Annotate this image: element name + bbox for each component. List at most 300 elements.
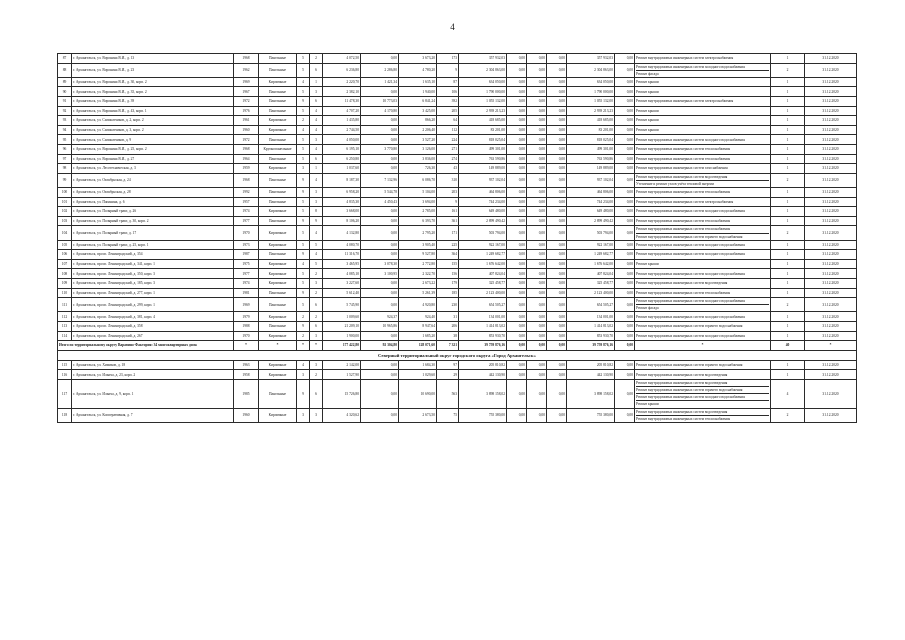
area-total-cell: 8 106,20	[323, 216, 361, 226]
floors-cell: 5	[297, 226, 310, 240]
source-1-cell: 0,00	[507, 269, 527, 279]
address-cell: г. Архангельск, ул. Воронина В.И., д. 13	[72, 54, 234, 64]
total-works: *	[635, 341, 771, 351]
residents-cell: 563	[437, 380, 459, 409]
works-cell	[635, 164, 771, 174]
year-cell: 1963	[234, 360, 259, 370]
area-premises-cell: 0,00	[361, 135, 399, 145]
cost-cell: 654 505,27	[459, 298, 507, 312]
work-item: Ремонт внутридомовых инженерных систем водоотведения	[636, 372, 728, 377]
deadline-cell: 31.12.2020	[805, 116, 857, 126]
table-row	[58, 54, 857, 64]
source-5-cell: 0,00	[615, 164, 635, 174]
area-residential-cell: 2 206,40	[399, 125, 437, 135]
work-item: Ремонт крыши	[636, 128, 659, 133]
source-5-cell: 0,00	[615, 279, 635, 289]
cost-cell: 1 055 132,00	[459, 97, 507, 107]
source-2-cell: 0,00	[527, 188, 547, 198]
source-3-cell: 0,00	[547, 116, 567, 126]
table-row	[58, 259, 857, 269]
year-cell: 1960	[234, 408, 259, 422]
fund-cell: 442 130,90	[567, 370, 615, 380]
address-cell: г. Архангельск, ул. Воронина В.И., д. 39	[72, 97, 234, 107]
entrances-cell: 3	[310, 87, 323, 97]
works-count-cell: 1	[771, 54, 805, 64]
area-total-cell: 1 435,80	[323, 116, 361, 126]
fund-cell: 1 676 642,00	[567, 259, 615, 269]
floors-cell: 3	[297, 408, 310, 422]
wall-material-cell: Кирпичные	[259, 370, 297, 380]
deadline-cell: 31.12.2020	[805, 216, 857, 226]
floors-cell: 3	[297, 370, 310, 380]
row-number: 88	[58, 63, 72, 77]
works-count-cell: 1	[771, 322, 805, 332]
source-3-cell: 0,00	[547, 135, 567, 145]
area-premises-cell: 7 132,96	[361, 173, 399, 187]
source-1-cell: 0,00	[507, 331, 527, 341]
entrances-cell: 2	[310, 370, 323, 380]
works-count-cell: 2	[771, 173, 805, 187]
area-total-cell: 6 236,80	[323, 63, 361, 77]
area-residential-cell: 4 780,20	[399, 63, 437, 77]
source-1-cell: 0,00	[507, 197, 527, 207]
cost-cell: 1 790 000,00	[459, 87, 507, 97]
residents-cell: 179	[437, 279, 459, 289]
work-item: Ремонт внутридомовых инженерных систем электроснабжения	[636, 199, 734, 204]
entrances-cell: 2	[310, 54, 323, 64]
source-5-cell: 0,00	[615, 63, 635, 77]
fund-cell: 649 480,00	[567, 207, 615, 217]
wall-material-cell: Кирпичные	[259, 259, 297, 269]
works-cell	[635, 77, 771, 87]
work-item: Ремонт внутридомовых инженерных систем водоотведения	[636, 409, 769, 416]
source-1-cell: 0,00	[507, 173, 527, 187]
area-residential-cell: 866,20	[399, 116, 437, 126]
table-row	[58, 135, 857, 145]
cost-cell: 83 201,00	[459, 125, 507, 135]
source-3-cell: 0,00	[547, 370, 567, 380]
source-3-cell: 0,00	[547, 288, 567, 298]
address-cell: г. Архангельск, ул. Силикатчиков, д. 2, корп. 2	[72, 116, 234, 126]
floors-cell: 2	[297, 116, 310, 126]
address-cell: г. Архангельск, ул. Химиков, д. 18	[72, 360, 234, 370]
wall-material-cell: Панельные	[259, 322, 297, 332]
table-row	[58, 370, 857, 380]
table-row	[58, 207, 857, 217]
fund-cell: 2 123 400,00	[567, 288, 615, 298]
address-cell: г. Архангельск, ул. Папанина, д. 6	[72, 197, 234, 207]
total-entrances: *	[310, 341, 323, 351]
entrances-cell: 6	[310, 97, 323, 107]
floors-cell: 5	[297, 269, 310, 279]
cost-cell: 499 301,00	[459, 145, 507, 155]
source-3-cell: 0,00	[547, 298, 567, 312]
area-total-cell: 4 132,80	[323, 226, 361, 240]
works-cell	[635, 63, 771, 77]
work-item: Ремонт внутридомовых инженерных систем электроснабжения	[636, 99, 734, 104]
floors-cell: 9	[297, 288, 310, 298]
works-count-cell: 4	[771, 380, 805, 409]
floors-cell: 5	[297, 135, 310, 145]
fund-cell: 83 201,00	[567, 125, 615, 135]
table-row	[58, 250, 857, 260]
source-2-cell: 0,00	[527, 226, 547, 240]
address-cell: г. Архангельск, ул. Полярный тракт, д. 25, корп. 1	[72, 240, 234, 250]
table-row	[58, 87, 857, 97]
year-cell: 1981	[234, 288, 259, 298]
work-item: Ремонт крыши	[636, 89, 659, 94]
works-count-cell: 1	[771, 164, 805, 174]
address-cell: г. Архангельск, ул. Октябрьская, д. 28	[72, 188, 234, 198]
year-cell: 1970	[234, 226, 259, 240]
residents-cell: 206	[437, 322, 459, 332]
area-total-cell: 6 958,20	[323, 188, 361, 198]
works-cell	[635, 216, 771, 226]
work-item: Ремонт внутридомовых инженерных систем горячего водоснабжения	[636, 363, 743, 368]
total-label: Итого по территориальному округу Варавино-Фактория: 34 многоквартирных дома	[58, 341, 234, 351]
source-3-cell: 0,00	[547, 312, 567, 322]
table-row	[58, 408, 857, 422]
works-count-cell: 2	[771, 408, 805, 422]
deadline-cell: 31.12.2020	[805, 106, 857, 116]
wall-material-cell: Кирпичные	[259, 312, 297, 322]
work-item: Ремонт внутридомовых инженерных систем горячего водоснабжения	[636, 234, 743, 239]
works-cell	[635, 322, 771, 332]
area-premises-cell: 1 421,34	[361, 77, 399, 87]
table-row	[58, 63, 857, 77]
area-total-cell: 4 085,10	[323, 269, 361, 279]
source-1-cell: 0,00	[507, 288, 527, 298]
cost-cell: 649 480,00	[459, 207, 507, 217]
year-cell: 1957	[234, 197, 259, 207]
row-number: 103	[58, 216, 72, 226]
table-row	[58, 197, 857, 207]
fund-cell: 134 001,00	[567, 312, 615, 322]
works-count-cell: 1	[771, 207, 805, 217]
source-1-cell: 0,00	[507, 298, 527, 312]
table-body-varavino-part2	[58, 188, 857, 341]
work-item: Ремонт внутридомовых инженерных систем теплоснабжения	[636, 156, 731, 161]
work-item: Ремонт внутридомовых инженерных систем водоотведения	[636, 174, 769, 181]
source-3-cell: 0,00	[547, 145, 567, 155]
address-cell: г. Архангельск, ул. Кооперативная, д. 7	[72, 408, 234, 422]
works-cell	[635, 288, 771, 298]
table-row	[58, 154, 857, 164]
row-number: 94	[58, 125, 72, 135]
work-item: Ремонт внутридомовых инженерных систем горячего водоснабжения	[636, 387, 769, 394]
row-number: 93	[58, 116, 72, 126]
address-cell: г. Архангельск, просп. Ленинградский, д. 354	[72, 250, 234, 260]
table-row	[58, 106, 857, 116]
works-count-cell: 1	[771, 106, 805, 116]
area-premises-cell: 0,00	[361, 370, 399, 380]
work-item: Ремонт внутридомовых инженерных систем холодного водоснабжения	[636, 271, 745, 276]
residents-cell: 205	[437, 106, 459, 116]
year-cell: 1985	[234, 380, 259, 409]
area-premises-cell: 0,00	[361, 250, 399, 260]
cost-cell: 503 794,00	[459, 226, 507, 240]
source-3-cell: 0,00	[547, 54, 567, 64]
deadline-cell: 31.12.2020	[805, 370, 857, 380]
row-number: 97	[58, 154, 72, 164]
area-residential-cell: 1 635,10	[399, 77, 437, 87]
entrances-cell: 4	[310, 173, 323, 187]
work-item: Ремонт внутридомовых инженерных систем теплоснабжения	[636, 219, 731, 224]
entrances-cell: 2	[310, 312, 323, 322]
source-2-cell: 0,00	[527, 207, 547, 217]
row-number: 107	[58, 259, 72, 269]
area-premises-cell: 0,00	[361, 164, 399, 174]
entrances-cell: 6	[310, 298, 323, 312]
year-cell: 1975	[234, 259, 259, 269]
source-2-cell: 0,00	[527, 97, 547, 107]
wall-material-cell: Кирпичные	[259, 279, 297, 289]
work-item: Ремонт внутридомовых инженерных систем холодного водоснабжения	[636, 394, 769, 401]
fund-cell: 464 806,00	[567, 188, 615, 198]
source-2-cell: 0,00	[527, 259, 547, 269]
address-cell: г. Архангельск, ул. Полярный тракт, д. 30, корп. 2	[72, 216, 234, 226]
source-5-cell: 0,00	[615, 125, 635, 135]
residents-cell: 9	[437, 197, 459, 207]
area-total-cell: 8 187,30	[323, 173, 361, 187]
source-1-cell: 0,00	[507, 216, 527, 226]
area-total-cell: 1 527,90	[323, 370, 361, 380]
source-5-cell: 0,00	[615, 106, 635, 116]
source-3-cell: 0,00	[547, 164, 567, 174]
row-number: 92	[58, 106, 72, 116]
total-source-3: 0,00	[547, 341, 567, 351]
works-cell	[635, 269, 771, 279]
table-row	[58, 125, 857, 135]
deadline-cell: 31.12.2020	[805, 322, 857, 332]
wall-material-cell: Панельные	[259, 380, 297, 409]
year-cell: 1977	[234, 269, 259, 279]
source-1-cell: 0,00	[507, 279, 527, 289]
cost-cell: 634 050,00	[459, 77, 507, 87]
residents-cell: 361	[437, 216, 459, 226]
table-body-varavino-total	[58, 341, 857, 361]
fund-cell: 634 050,00	[567, 77, 615, 87]
wall-material-cell: Кирпичные	[259, 116, 297, 126]
deadline-cell: 31.12.2020	[805, 135, 857, 145]
wall-material-cell: Панельные	[259, 54, 297, 64]
deadline-cell: 31.12.2020	[805, 312, 857, 322]
works-count-cell: 1	[771, 288, 805, 298]
area-premises-cell: 0,00	[361, 279, 399, 289]
total-source-1: 0,00	[507, 341, 527, 351]
year-cell: 1976	[234, 106, 259, 116]
table-row	[58, 269, 857, 279]
area-residential-cell: 4 920,80	[399, 298, 437, 312]
area-premises-cell: 0,00	[361, 380, 399, 409]
area-residential-cell: 1 029,60	[399, 370, 437, 380]
source-1-cell: 0,00	[507, 54, 527, 64]
source-5-cell: 0,00	[615, 54, 635, 64]
area-total-cell: 1 900,00	[323, 331, 361, 341]
fund-cell: 1 249 682,77	[567, 250, 615, 260]
source-3-cell: 0,00	[547, 226, 567, 240]
area-premises-cell: 0,00	[361, 125, 399, 135]
source-3-cell: 0,00	[547, 250, 567, 260]
works-cell	[635, 125, 771, 135]
deadline-cell: 31.12.2020	[805, 145, 857, 155]
source-1-cell: 0,00	[507, 154, 527, 164]
area-residential-cell: 2 322,70	[399, 269, 437, 279]
year-cell: 1973	[234, 240, 259, 250]
fund-cell: 2 304 863,00	[567, 63, 615, 77]
wall-material-cell: Кирпичные	[259, 77, 297, 87]
floors-cell: 5	[297, 298, 310, 312]
cost-cell: 853 930,70	[459, 331, 507, 341]
floors-cell: 5	[297, 106, 310, 116]
address-cell: г. Архангельск, просп. Ленинградский, д. 381, корп. 4	[72, 312, 234, 322]
entrances-cell: 6	[310, 322, 323, 332]
works-count-cell: 1	[771, 250, 805, 260]
cost-cell: 922 167,00	[459, 240, 507, 250]
entrances-cell: 3	[310, 279, 323, 289]
work-item: Ремонт внутридомовых инженерных систем газоснабжения	[636, 166, 728, 171]
area-residential-cell: 2 673,50	[399, 408, 437, 422]
deadline-cell: 31.12.2020	[805, 259, 857, 269]
work-item: Ремонт фасада	[636, 71, 659, 76]
residents-cell: 274	[437, 154, 459, 164]
works-count-cell: 1	[771, 197, 805, 207]
area-residential-cell: 3 694,00	[399, 197, 437, 207]
work-item: Ремонт внутридомовых инженерных систем теплоснабжения	[636, 190, 731, 195]
floors-cell: 5	[297, 63, 310, 77]
source-1-cell: 0,00	[507, 164, 527, 174]
work-item: Ремонт внутридомовых инженерных систем холодного водоснабжения	[636, 209, 745, 214]
table-row	[58, 164, 857, 174]
row-number: 96	[58, 145, 72, 155]
work-item: Ремонт внутридомовых инженерных систем теплоснабжения	[636, 226, 769, 233]
works-cell	[635, 207, 771, 217]
area-residential-cell: 6 841,24	[399, 97, 437, 107]
total-area-residential: 128 071,60	[399, 341, 437, 351]
entrances-cell: 6	[310, 380, 323, 409]
row-number: 115	[58, 360, 72, 370]
cost-cell: 325 458,77	[459, 279, 507, 289]
source-1-cell: 0,00	[507, 106, 527, 116]
fund-cell: 503 794,00	[567, 226, 615, 240]
work-item: Ремонт крыши	[636, 262, 659, 267]
year-cell: 1961	[234, 116, 259, 126]
floors-cell: 2	[297, 331, 310, 341]
entrances-cell: 3	[310, 197, 323, 207]
address-cell: г. Архангельск, ул. Ильича, д. 9, корп. 1	[72, 380, 234, 409]
table-row	[58, 322, 857, 332]
total-residents: 7 321	[437, 341, 459, 351]
floors-cell: 4	[297, 125, 310, 135]
source-5-cell: 0,00	[615, 250, 635, 260]
year-cell: 1962	[234, 63, 259, 77]
row-number: 100	[58, 188, 72, 198]
source-5-cell: 0,00	[615, 77, 635, 87]
work-item: Ремонт внутридомовых инженерных систем холодного водоснабжения	[636, 298, 769, 305]
residents-cell: 38	[437, 331, 459, 341]
deadline-cell: 31.12.2020	[805, 154, 857, 164]
area-residential-cell: 9 527,80	[399, 250, 437, 260]
source-2-cell: 0,00	[527, 360, 547, 370]
area-residential-cell: 10 690,00	[399, 380, 437, 409]
entrances-cell: 2	[310, 288, 323, 298]
entrances-cell: 4	[310, 106, 323, 116]
row-number: 111	[58, 298, 72, 312]
source-1-cell: 0,00	[507, 312, 527, 322]
fund-cell: 763 590,86	[567, 154, 615, 164]
source-1-cell: 0,00	[507, 87, 527, 97]
source-3-cell: 0,00	[547, 322, 567, 332]
works-cell	[635, 197, 771, 207]
source-5-cell: 0,00	[615, 97, 635, 107]
source-3-cell: 0,00	[547, 207, 567, 217]
works-cell	[635, 173, 771, 187]
residents-cell: 185	[437, 288, 459, 298]
floors-cell: 4	[297, 77, 310, 87]
entrances-cell: 3	[310, 331, 323, 341]
row-number: 101	[58, 197, 72, 207]
works-count-cell: 1	[771, 77, 805, 87]
deadline-cell: 31.12.2020	[805, 298, 857, 312]
source-1-cell: 0,00	[507, 116, 527, 126]
works-count-cell: 1	[771, 188, 805, 198]
work-item: Ремонт внутридомовых инженерных систем холодного водоснабжения	[636, 137, 745, 142]
residents-cell: 31	[437, 312, 459, 322]
area-total-cell: 4 707,20	[323, 106, 361, 116]
fund-cell: 2 899 490,42	[567, 216, 615, 226]
total-floors: *	[297, 341, 310, 351]
wall-material-cell: Кирпичные	[259, 125, 297, 135]
page-number: 4	[450, 22, 455, 32]
source-5-cell: 0,00	[615, 380, 635, 409]
source-2-cell: 0,00	[527, 380, 547, 409]
source-2-cell: 0,00	[527, 298, 547, 312]
year-cell: 1972	[234, 97, 259, 107]
source-3-cell: 0,00	[547, 63, 567, 77]
deadline-cell: 31.12.2020	[805, 197, 857, 207]
deadline-cell: 31.12.2020	[805, 408, 857, 422]
source-1-cell: 0,00	[507, 370, 527, 380]
source-2-cell: 0,00	[527, 164, 547, 174]
area-total-cell: 1 009,60	[323, 312, 361, 322]
residents-cell: 156	[437, 269, 459, 279]
source-2-cell: 0,00	[527, 87, 547, 97]
area-premises-cell: 3 770,80	[361, 145, 399, 155]
total-material: *	[259, 341, 297, 351]
wall-material-cell: Кирпичные	[259, 408, 297, 422]
area-premises-cell: 0,00	[361, 154, 399, 164]
wall-material-cell: Панельные	[259, 188, 297, 198]
table-body-varavino-part1	[58, 54, 857, 188]
area-residential-cell: 5 104,00	[399, 188, 437, 198]
works-cell	[635, 145, 771, 155]
fund-cell: 1 790 000,00	[567, 87, 615, 97]
works-cell	[635, 259, 771, 269]
year-cell: 1968	[234, 173, 259, 187]
residents-cell: 112	[437, 125, 459, 135]
works-cell	[635, 97, 771, 107]
table-row	[58, 173, 857, 187]
entrances-cell: 6	[310, 154, 323, 164]
wall-material-cell: Панельные	[259, 97, 297, 107]
floors-cell: 5	[297, 154, 310, 164]
address-cell: г. Архангельск, просп. Ленинградский, д. 341, корп. 1	[72, 259, 234, 269]
cost-cell: 407 824,04	[459, 269, 507, 279]
source-2-cell: 0,00	[527, 77, 547, 87]
wall-material-cell: Панельные	[259, 216, 297, 226]
cost-cell: 149 889,00	[459, 164, 507, 174]
source-2-cell: 0,00	[527, 54, 547, 64]
